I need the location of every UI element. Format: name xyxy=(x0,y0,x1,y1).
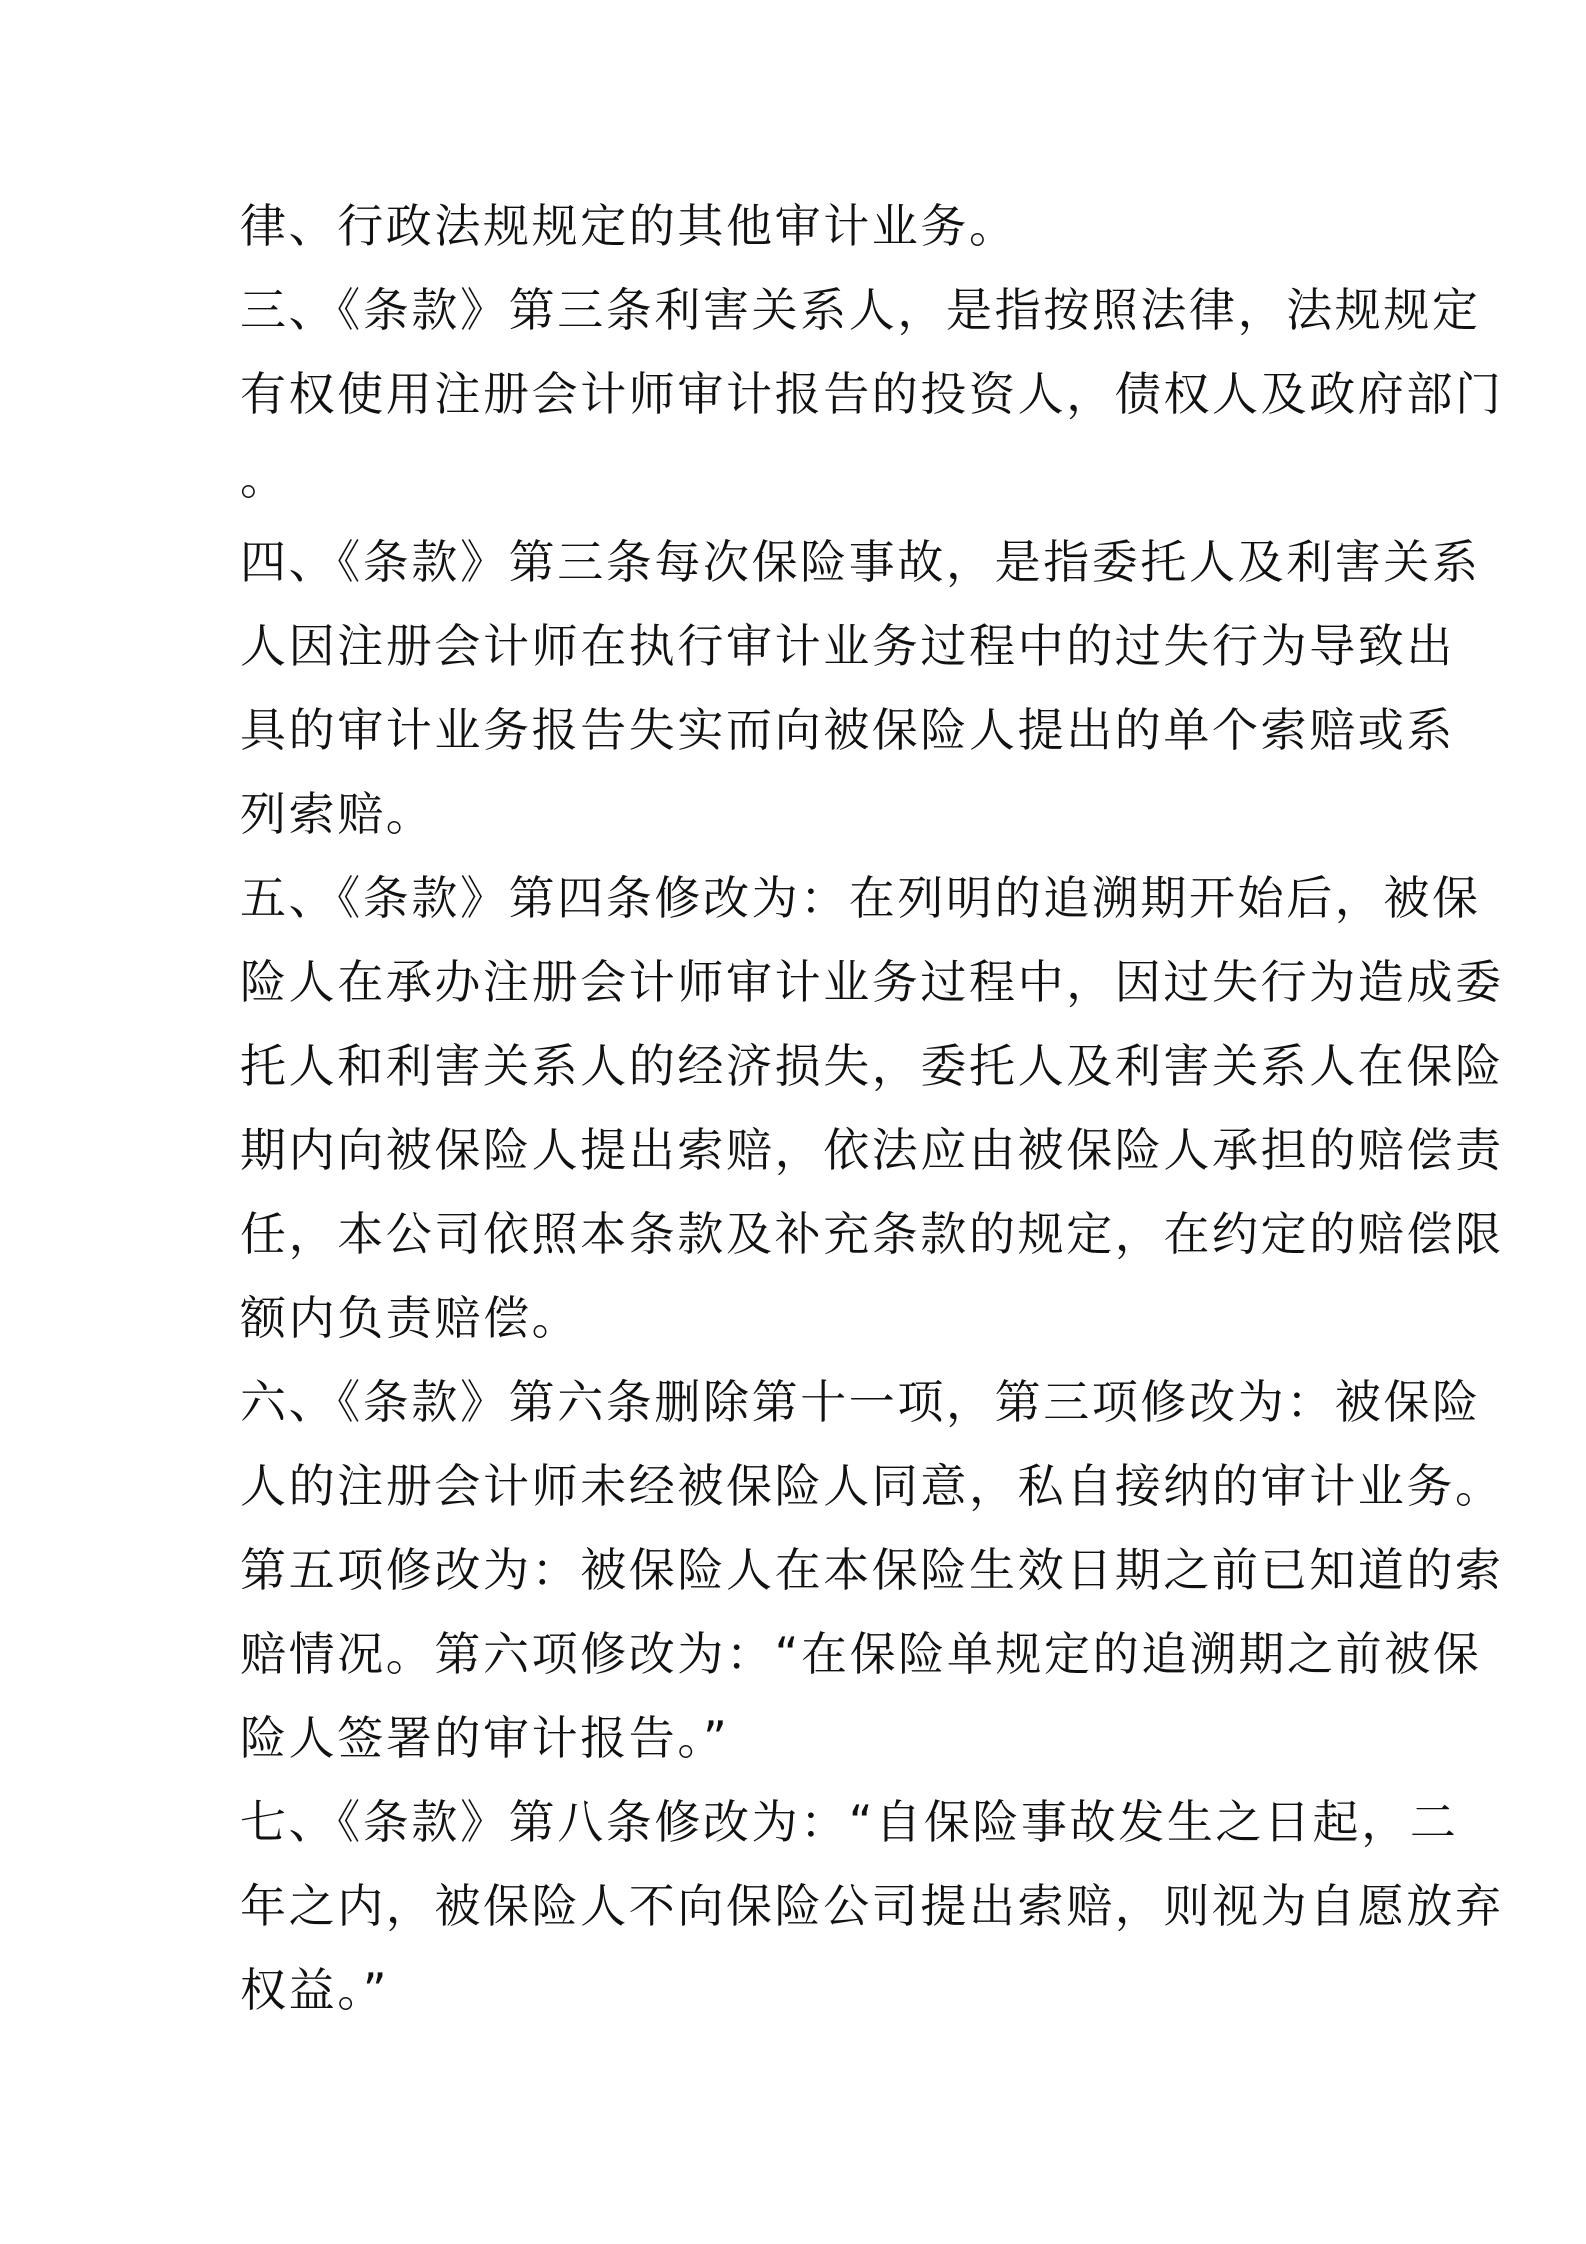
text-line: 第五项修改为：被保险人在本保险生效日期之前已知道的索 xyxy=(240,1543,1504,1597)
text-line: 列索赔。 xyxy=(240,787,435,841)
text-line: 四、《条款》第三条每次保险事故，是指委托人及利害关系 xyxy=(240,535,1481,589)
text-line: 托人和利害关系人的经济损失，委托人及利害关系人在保险 xyxy=(240,1039,1504,1093)
text-line: 人的注册会计师未经被保险人同意，私自接纳的审计业务。 xyxy=(240,1459,1504,1513)
text-line: 五、《条款》第四条修改为：在列明的追溯期开始后，被保 xyxy=(240,871,1481,925)
text-line: 年之内，被保险人不向保险公司提出索赔，则视为自愿放弃 xyxy=(240,1879,1504,1933)
text-line: 任，本公司依照本条款及补充条款的规定，在约定的赔偿限 xyxy=(240,1207,1504,1261)
text-line: 律、行政法规规定的其他审计业务。 xyxy=(240,199,1018,253)
text-line: 。 xyxy=(240,451,289,505)
text-line: 期内向被保险人提出索赔，依法应由被保险人承担的赔偿责 xyxy=(240,1123,1504,1177)
text-line: 赔情况。第六项修改为：“在保险单规定的追溯期之前被保 xyxy=(240,1627,1482,1681)
text-line: 额内负责赔偿。 xyxy=(240,1291,581,1345)
text-line: 六、《条款》第六条删除第十一项，第三项修改为：被保险 xyxy=(240,1375,1481,1429)
text-line: 三、《条款》第三条利害关系人，是指按照法律，法规规定 xyxy=(240,283,1481,337)
text-line: 权益。” xyxy=(240,1963,390,2017)
text-line: 人因注册会计师在执行审计业务过程中的过失行为导致出 xyxy=(240,619,1455,673)
text-line: 险人签署的审计报告。” xyxy=(240,1711,730,1765)
text-line: 险人在承办注册会计师审计业务过程中，因过失行为造成委 xyxy=(240,955,1504,1009)
text-line: 有权使用注册会计师审计报告的投资人，债权人及政府部门 xyxy=(240,367,1504,421)
text-line: 具的审计业务报告失实而向被保险人提出的单个索赔或系 xyxy=(240,703,1455,757)
text-line: 七、《条款》第八条修改为：“自保险事故发生之日起，二 xyxy=(240,1795,1459,1849)
